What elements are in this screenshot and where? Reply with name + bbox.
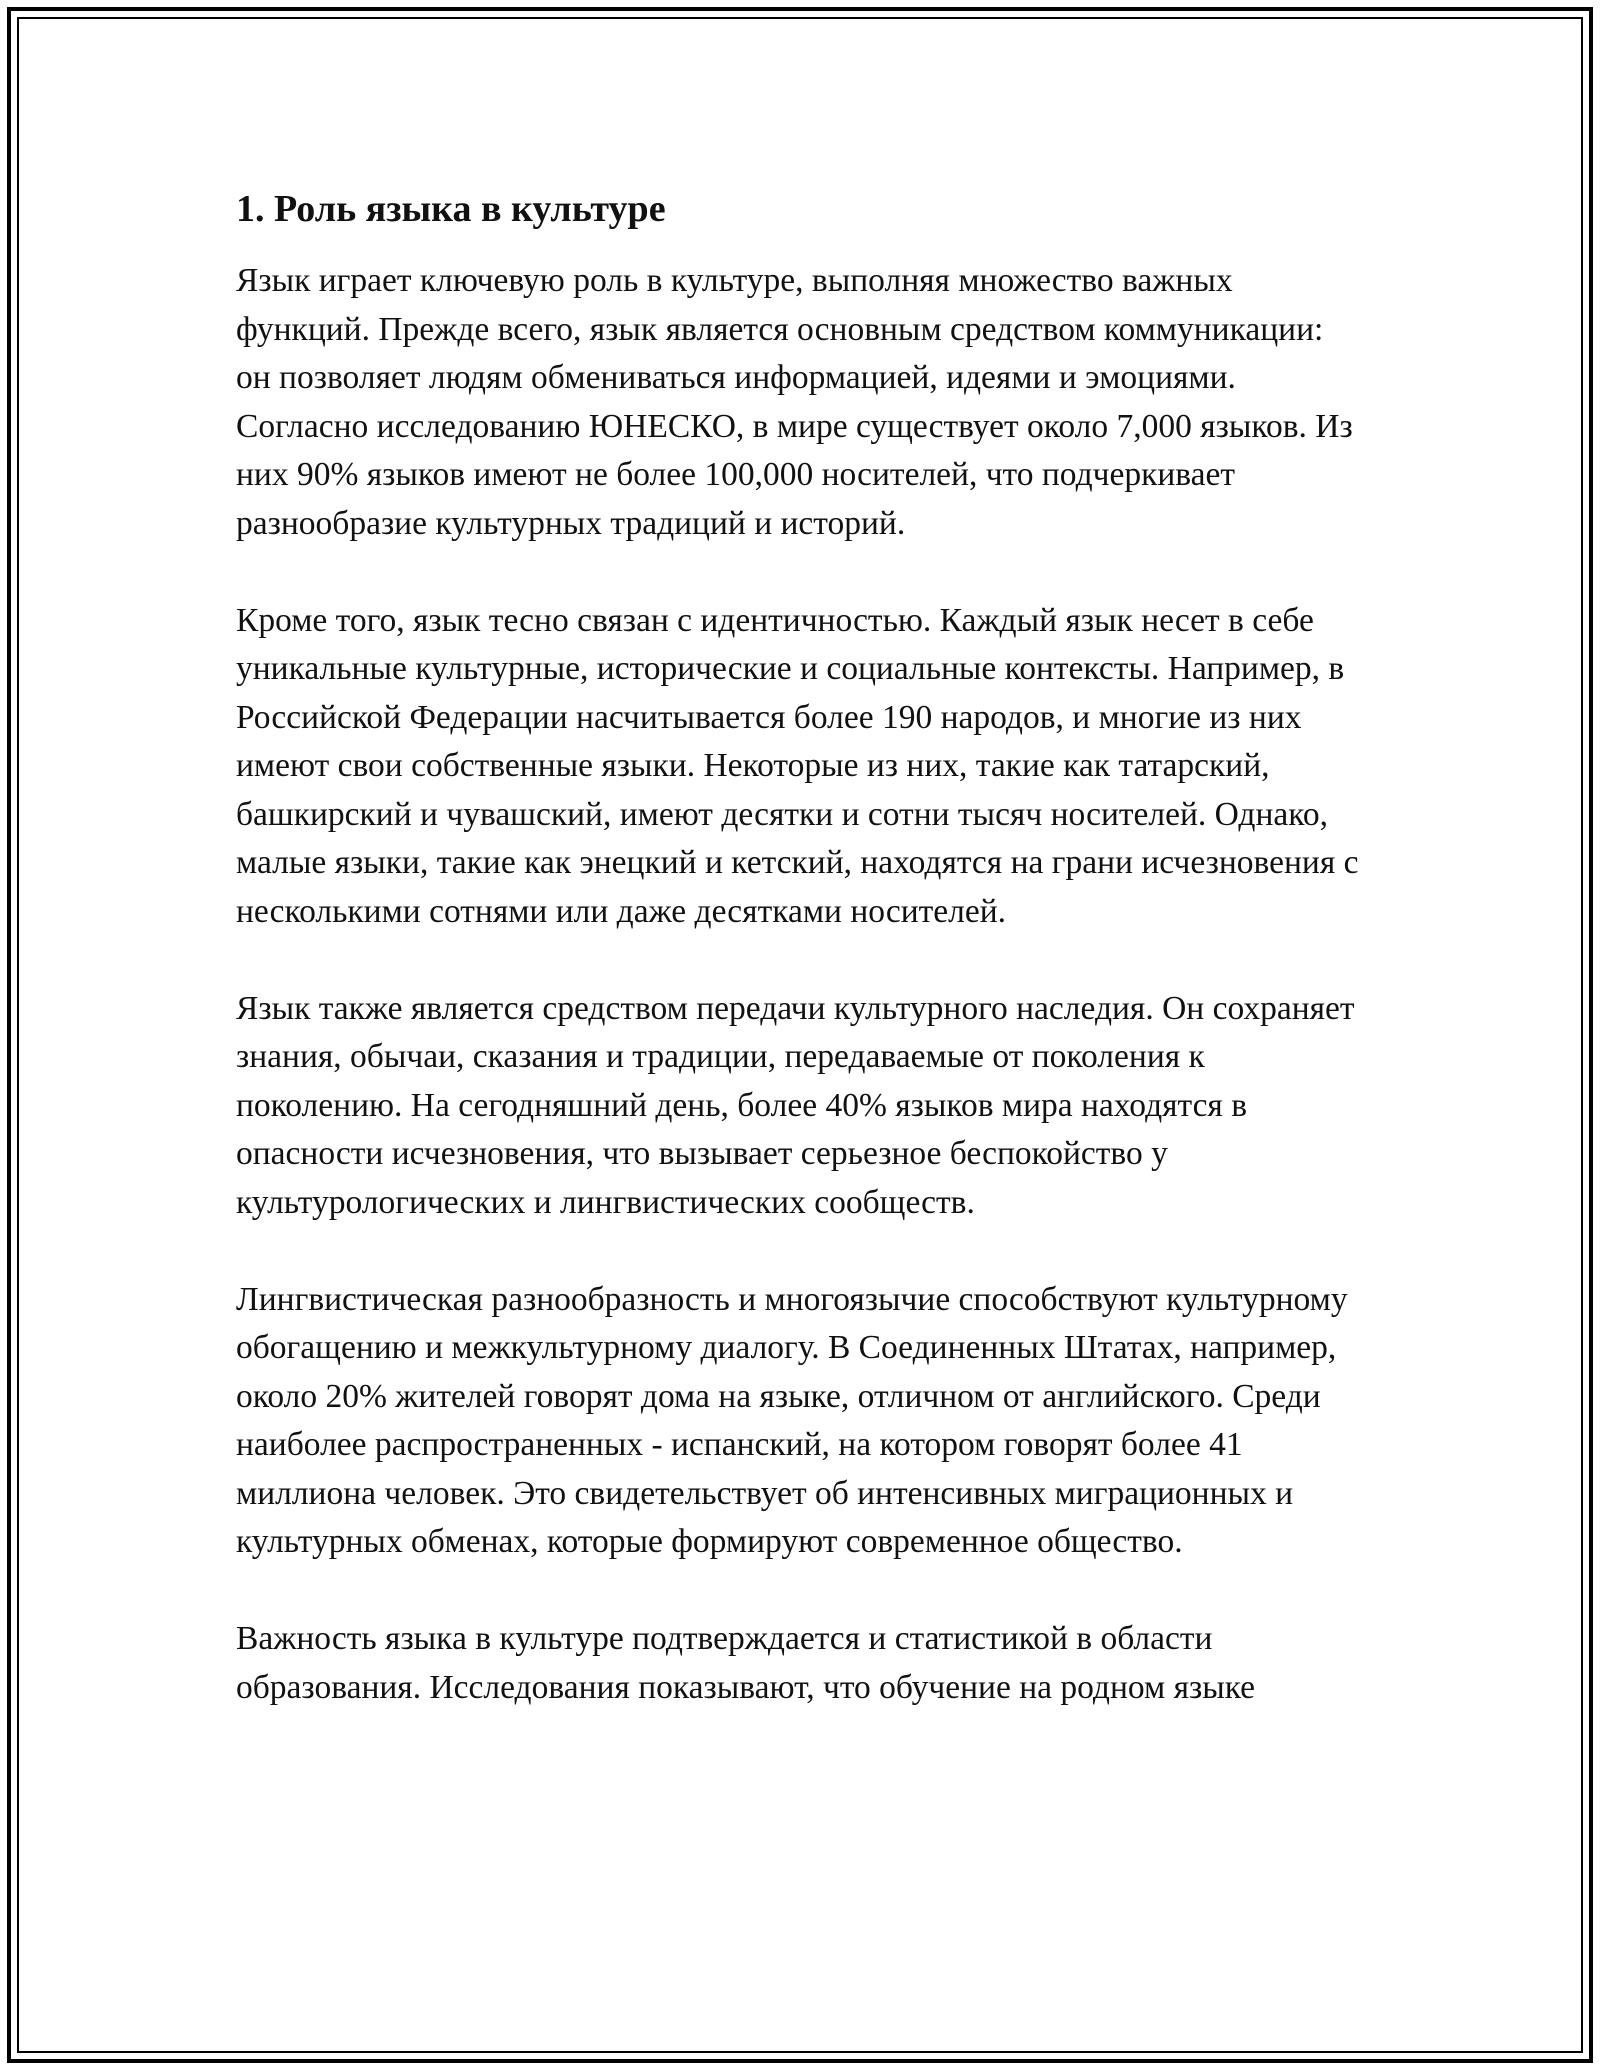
- section-title: 1. Роль языка в культуре: [236, 188, 666, 230]
- paragraph-4: Лингвистическая разнообразность и многоязычие способствуют культурному обогащению и межкультурному диалогу. В Соединенных Штатах, например, около 20% жителей говорят дома на языке, отличном от английского. Среди наиболее распространенных - испанский, на котором говорят более 41 миллиона человек. Это свидетельствует об интенсивных миграционных и культурных обменах, которые формируют современное общество.: [236, 1280, 1348, 1560]
- paragraph-2: Кроме того, язык тесно связан с идентичностью. Каждый язык несет в себе уникальные культурные, исторические и социальные контексты. Например, в Российской Федерации насчитывается более 190 народов, и многие из них имеют свои собственные языки. Некоторые из них, такие как татарский, башкирский и чувашский, имеют десятки и сотни тысяч носителей. Однако, малые языки, такие как энецкий и кетский, находятся на грани исчезновения с несколькими сотнями или даже десятками носителей.: [236, 601, 1359, 930]
- document-body: [236, 185, 1366, 1712]
- paragraph-3: Язык также является средством передачи культурного наследия. Он сохраняет знания, обычаи, сказания и традиции, передаваемые от поколения к поколению. На сегодняшний день, более 40% языков мира находятся в опасности исчезновения, что вызывает серьезное беспокойство у культурологических и лингвистических сообществ.: [236, 989, 1355, 1221]
- paragraph-1: Язык играет ключевую роль в культуре, выполняя множество важных функций. Прежде всего, язык является основным средством коммуникации: он позволяет людям обмениваться информацией, идеями и эмоциями. Согласно исследованию ЮНЕСКО, в мире существует около 7,000 языков. Из них 90% языков имеют не более 100,000 носителей, что подчеркивает разнообразие культурных традиций и историй.: [236, 262, 1353, 542]
- paragraph-5: Важность языка в культуре подтверждается и статистикой в области образования. Исследования показывают, что обучение на родном языке: [236, 1620, 1256, 1706]
